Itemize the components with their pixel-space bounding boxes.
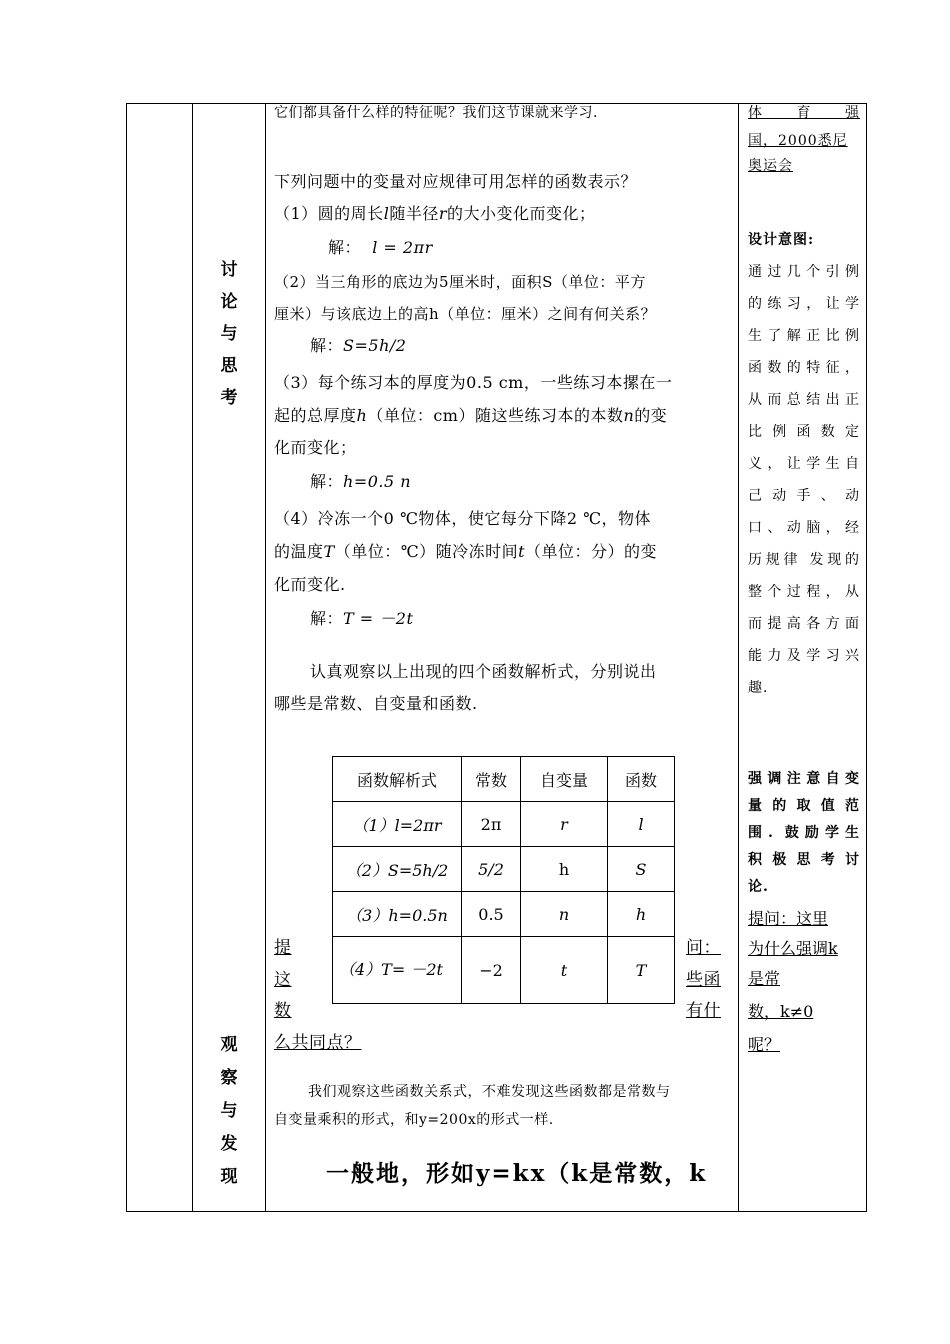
row2-expression: （2）S=5h/2	[333, 847, 462, 892]
emphasis-line: 围. 鼓励学生	[748, 825, 860, 841]
table-row	[333, 892, 675, 937]
ask-right-3: 有什	[686, 1001, 721, 1021]
row4-function: T	[608, 937, 675, 1004]
conclusion-line2: 自变量乘积的形式，和y=200x的形式一样.	[274, 1112, 554, 1128]
ask-left-3: 数	[274, 1001, 292, 1021]
p4-l2-a: 的温度	[274, 542, 324, 561]
row1-constant: 2π	[462, 802, 521, 847]
p1-suffix: 的大小变化而变化；	[446, 204, 596, 223]
teacher-question	[748, 904, 860, 1060]
problem-3-line1: （3）每个练习本的厚度为0.5 cm，一些练习本摞在一	[274, 373, 673, 392]
row2-function: S	[608, 847, 675, 892]
p1-mid: 随半径	[389, 204, 439, 223]
row2-constant: 5/2	[462, 847, 521, 892]
conclusion-line1: 我们观察这些函数关系式，不难发现这些函数都是常数与	[308, 1084, 671, 1100]
design-line: 从而总结出正	[748, 392, 860, 408]
section-title-observe: 观察与发现	[220, 1035, 238, 1187]
answer-1	[328, 232, 433, 264]
section-title-discuss: 讨论与思考	[220, 260, 238, 408]
ask-right-2: 些函	[686, 970, 721, 990]
answer-4-label: 解：	[310, 609, 344, 628]
p4-var-t: t	[518, 542, 526, 561]
design-line: 趣.	[748, 680, 769, 696]
row1-expression: （1）l=2πr	[333, 802, 462, 847]
p1-prefix: （1）圆的周长	[274, 204, 384, 223]
design-line: 己动手、动	[748, 488, 860, 504]
row3-expression: （3）h=0.5n	[333, 892, 462, 937]
problem-3-line3: 化而变化；	[274, 438, 357, 457]
p3-var-h: h	[356, 406, 368, 425]
design-intent-body	[748, 256, 860, 704]
answer-4-formula: T = －2t	[343, 609, 414, 628]
problem-4-line2	[274, 536, 657, 568]
problem-3-line2	[274, 400, 667, 432]
design-line: 通过几个引例	[748, 264, 860, 280]
problem-4-line1: （4）冷冻一个0 ℃物体，使它每分下降2 ℃，物体	[274, 509, 652, 528]
general-definition: 一般地，形如y=kx（k是常数，k	[326, 1160, 708, 1187]
design-intent-title: 设计意图:	[748, 232, 815, 248]
answer-2-formula: S=5h/2	[343, 336, 407, 355]
p4-l2-c: （单位：分）的变	[525, 542, 658, 561]
row1-function: l	[608, 802, 675, 847]
design-line: 而提高各方面	[748, 616, 860, 632]
observe-instruction-line2: 哪些是常数、自变量和函数.	[274, 694, 478, 713]
design-line: 能力及学习兴	[748, 648, 860, 664]
header-expression: 函数解析式	[333, 757, 462, 802]
ask-bottom: 么共同点？	[274, 1033, 362, 1053]
row4-expression: （4）T= －2t	[333, 937, 462, 1004]
table-row	[333, 847, 675, 892]
question-line: 提问：这里	[748, 909, 829, 928]
observe-instruction-line1: 认真观察以上出现的四个函数解析式，分别说出	[310, 662, 657, 681]
answer-2	[310, 330, 406, 362]
header-variable: 自变量	[521, 757, 608, 802]
ask-left-1: 提	[274, 938, 292, 958]
row3-variable: n	[521, 892, 608, 937]
side-top-line1: 体 育 强	[748, 105, 860, 121]
p4-l2-b: （单位：℃）随冷冻时间	[334, 542, 519, 561]
answer-2-label: 解：	[310, 336, 344, 355]
design-line: 函数的特征，	[748, 360, 860, 376]
p3-l2-c: 的变	[634, 406, 668, 425]
row2-variable: h	[521, 847, 608, 892]
problem-2-line1: （2）当三角形的底边为5厘米时，面积S（单位：平方	[274, 273, 646, 291]
row3-function: h	[608, 892, 675, 937]
answer-4	[310, 603, 413, 635]
answer-1-label: 解：	[328, 238, 362, 257]
ask-left-2: 这	[274, 970, 292, 990]
design-line: 比例函数定	[748, 424, 860, 440]
table-row	[333, 802, 675, 847]
header-function: 函数	[608, 757, 675, 802]
row4-variable: t	[521, 937, 608, 1004]
answer-3-label: 解：	[310, 472, 344, 491]
ask-right-1: 问：	[686, 938, 721, 958]
design-line: 整个过程，从	[748, 584, 860, 600]
question-line: 呢？	[748, 1035, 781, 1054]
side-top-line3: 奥运会	[748, 158, 793, 174]
row3-constant: 0.5	[462, 892, 521, 937]
p3-var-n: n	[623, 406, 635, 425]
emphasis-note	[748, 766, 860, 901]
question-line: 数，k≠0	[748, 1002, 814, 1021]
design-line: 的练习，让学	[748, 296, 860, 312]
problem-4-line3: 化而变化.	[274, 575, 346, 594]
row1-variable: r	[521, 802, 608, 847]
table-row	[333, 937, 675, 1004]
design-line: 生了解正比例	[748, 328, 860, 344]
answer-3	[310, 466, 411, 498]
header-constant: 常数	[462, 757, 521, 802]
row4-constant: −2	[462, 937, 521, 1004]
function-table-header	[333, 757, 675, 802]
emphasis-line: 积极思考讨	[748, 852, 860, 868]
emphasis-line: 强调注意自变	[748, 771, 860, 787]
problem-2-line2: 厘米）与该底边上的高h（单位：厘米）之间有何关系？	[274, 305, 657, 323]
design-line: 口、动脑，经	[748, 520, 860, 536]
emphasis-line: 论.	[748, 879, 769, 895]
problem-1	[274, 198, 596, 230]
intro-text: 它们都具备什么样的特征呢？我们这节课就来学习.	[274, 105, 598, 121]
p3-l2-a: 起的总厚度	[274, 406, 357, 425]
question-text: 下列问题中的变量对应规律可用怎样的函数表示？	[274, 172, 638, 191]
question-line: 是常	[748, 969, 781, 988]
function-table	[332, 756, 675, 1004]
design-line: 历规律 发现的	[748, 552, 860, 568]
p1-var-r: r	[438, 204, 447, 223]
answer-3-formula: h=0.5 n	[343, 472, 412, 491]
p4-var-T: T	[323, 542, 335, 561]
column-divider-2	[265, 103, 266, 1212]
answer-1-formula: l = 2πr	[372, 238, 433, 257]
question-line: 为什么强调k	[748, 939, 838, 958]
side-top-line2: 国，2000悉尼	[748, 133, 848, 149]
emphasis-line: 量的取值范	[748, 798, 860, 814]
column-divider-3	[738, 103, 739, 1212]
p1-var-l: l	[383, 204, 390, 223]
design-line: 义，让学生自	[748, 456, 860, 472]
p3-l2-b: （单位：cm）随这些练习本的本数	[367, 406, 624, 425]
